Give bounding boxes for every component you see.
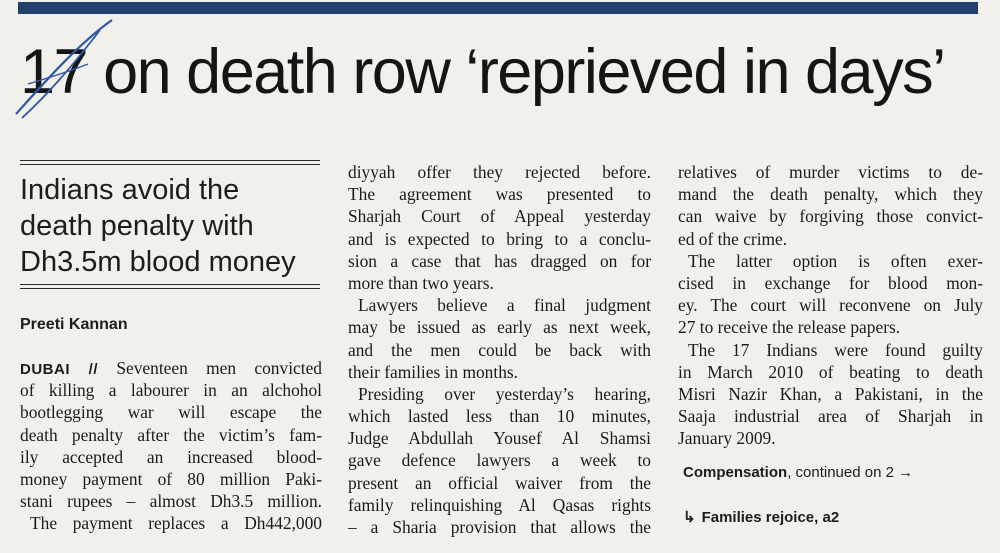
pen-annotation-icon <box>8 14 118 124</box>
text-line: Lawyers believe a final judgment <box>358 295 651 316</box>
continued-jump[interactable] <box>683 464 913 481</box>
text-line: ed of the crime. <box>678 228 788 249</box>
header-color-bar <box>18 2 978 14</box>
text-line: sion a case that has dragged on for <box>348 250 651 271</box>
text-line: Sharjah Court of Appeal yesterday <box>348 206 651 227</box>
article-column-3 <box>678 161 983 449</box>
text-line: gave defence lawyers a week to <box>348 450 651 471</box>
text-line: January 2009. <box>678 428 776 449</box>
text-line: The latter option is often exer- <box>688 250 983 271</box>
text-line: The 17 Indians were found guilty <box>688 339 983 360</box>
text-line: bootlegging war will escape the <box>20 402 322 423</box>
text-line: death penalty after the victim’s fam- <box>20 424 322 445</box>
text-line: DUBAI // Seventeen men convicted <box>20 358 322 378</box>
text-line: Presiding over yesterday’s hearing, <box>358 383 651 404</box>
subheadline-line: death penalty with <box>20 210 254 242</box>
text-line: more than two years. <box>348 272 494 293</box>
arrow-return-icon: ↳ <box>683 509 696 526</box>
headline: 17 on death row ‘reprieved in days’ <box>20 37 945 107</box>
subhead-rule-top-2 <box>20 164 320 165</box>
text-line: ily accepted an increased blood- <box>20 446 322 467</box>
text-line: ey. The court will reconvene on July <box>678 295 983 316</box>
text-line: money payment of 80 million Paki- <box>20 468 322 489</box>
text-line: may be issued as early as next week, <box>348 317 651 338</box>
text-line: Misri Nazir Khan, a Pakistani, in the <box>678 383 983 404</box>
text-line: family relinquishing Al Qasas rights <box>348 494 651 515</box>
continued-label: Compensation <box>683 464 788 481</box>
arrow-right-icon: → <box>897 464 913 481</box>
text-line: mand the death penalty, which they <box>678 184 983 205</box>
related-article-text: Families rejoice, a2 <box>701 509 840 526</box>
subheadline-line: Indians avoid the <box>20 174 240 206</box>
subhead-rule-top <box>20 160 320 161</box>
text-line: 27 to receive the release papers. <box>678 317 901 338</box>
article-column-1 <box>20 357 322 535</box>
text-line: in March 2010 of beating to death <box>678 361 983 382</box>
text-line: of killing a labourer in an alchohol <box>20 380 322 401</box>
subhead-rule-bottom-2 <box>20 288 320 289</box>
subhead-rule-bottom <box>20 284 320 285</box>
text-line: Saaja industrial area of Sharjah in <box>678 406 983 427</box>
text-line: diyyah offer they rejected before. <box>348 162 651 182</box>
text-line: relatives of murder victims to de- <box>678 162 983 182</box>
text-line: and the men could be back with <box>348 339 651 360</box>
text-line: – a Sharia provision that allows the <box>348 517 651 537</box>
subheadline-line: Dh3.5m blood money <box>20 246 296 278</box>
dateline: DUBAI // <box>20 361 98 378</box>
article-column-2 <box>348 161 651 538</box>
text-line: present an official waiver from the <box>348 472 651 493</box>
byline: Preeti Kannan <box>20 316 128 333</box>
text-line: The payment replaces a Dh442,000 <box>30 513 322 534</box>
text-line: can waive by forgiving those convict- <box>678 206 983 227</box>
text-line: The agreement was presented to <box>348 184 651 205</box>
text-line: Judge Abdullah Yousef Al Shamsi <box>348 428 651 449</box>
text-line: and is expected to bring to a conclu- <box>348 228 651 249</box>
text-line: which lasted less than 10 minutes, <box>348 406 651 427</box>
related-article-link[interactable] <box>683 508 839 526</box>
continued-text: , continued on 2 <box>787 464 894 481</box>
text-line: cised in exchange for blood mon- <box>678 272 983 293</box>
subheadline <box>20 172 325 280</box>
text-line: stani rupees – almost Dh3.5 million. <box>20 491 322 512</box>
text-line: their families in months. <box>348 361 519 382</box>
